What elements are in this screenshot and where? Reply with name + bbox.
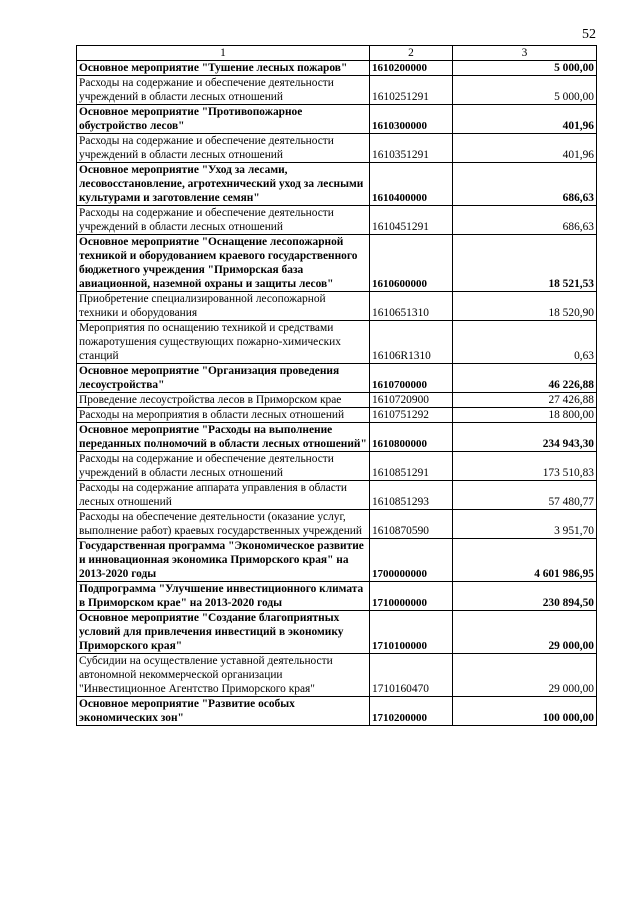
row-name: Расходы на обеспечение деятельности (оказание услуг, выполнение работ) краевых государственных учреждений [77,510,370,539]
table-row [77,539,597,582]
row-code: 1610251291 [370,76,453,105]
row-code: 16106R1310 [370,321,453,364]
row-name: Основное мероприятие "Оснащение лесопожарной техникой и оборудованием краевого государственного бюджетного учреждения "Приморская база авиационной, наземной охраны и защиты лесов" [77,235,370,292]
row-amount: 18 521,53 [453,235,597,292]
row-name: Основное мероприятие "Создание благоприятных условий для привлечения инвестиций в экономику Приморского края" [77,611,370,654]
row-name: Подпрограмма "Улучшение инвестиционного климата в Приморском крае" на 2013-2020 годы [77,582,370,611]
table-row [77,510,597,539]
row-amount: 401,96 [453,105,597,134]
row-amount: 0,63 [453,321,597,364]
row-amount: 18 520,90 [453,292,597,321]
header-col-3: 3 [453,46,597,61]
table-row [77,697,597,726]
table-row [77,654,597,697]
row-amount: 29 000,00 [453,611,597,654]
header-col-2: 2 [370,46,453,61]
row-name: Проведение лесоустройства лесов в Приморском крае [77,393,370,408]
table-row [77,408,597,423]
row-amount: 18 800,00 [453,408,597,423]
row-code: 1610800000 [370,423,453,452]
row-name: Расходы на содержание и обеспечение деятельности учреждений в области лесных отношений [77,206,370,235]
row-code: 1700000000 [370,539,453,582]
row-code: 1710200000 [370,697,453,726]
row-name: Основное мероприятие "Тушение лесных пожаров" [77,61,370,76]
row-amount: 29 000,00 [453,654,597,697]
row-code: 1710000000 [370,582,453,611]
row-name: Расходы на содержание и обеспечение деятельности учреждений в области лесных отношений [77,134,370,163]
row-code: 1610300000 [370,105,453,134]
row-code: 1610851291 [370,452,453,481]
row-code: 1610870590 [370,510,453,539]
row-code: 1610351291 [370,134,453,163]
table-row [77,76,597,105]
row-amount: 46 226,88 [453,364,597,393]
row-amount: 401,96 [453,134,597,163]
row-name: Основное мероприятие "Развитие особых экономических зон" [77,697,370,726]
row-name: Основное мероприятие "Расходы на выполнение переданных полномочий в области лесных отношений" [77,423,370,452]
row-amount: 4 601 986,95 [453,539,597,582]
table-row [77,611,597,654]
table-row [77,364,597,393]
row-code: 1710100000 [370,611,453,654]
row-amount: 686,63 [453,206,597,235]
budget-table [76,45,597,726]
row-amount: 173 510,83 [453,452,597,481]
row-code: 1610200000 [370,61,453,76]
table-row [77,481,597,510]
row-amount: 230 894,50 [453,582,597,611]
table-row [77,163,597,206]
row-code: 1610651310 [370,292,453,321]
row-code: 1610600000 [370,235,453,292]
page-number: 52 [582,27,596,42]
row-name: Государственная программа "Экономическое развитие и инновационная экономика Приморского края" на 2013-2020 годы [77,539,370,582]
row-name: Приобретение специализированной лесопожарной техники и оборудования [77,292,370,321]
row-code: 1610720900 [370,393,453,408]
table-row [77,452,597,481]
table-row [77,105,597,134]
row-amount: 27 426,88 [453,393,597,408]
table-row [77,582,597,611]
row-code: 1710160470 [370,654,453,697]
row-amount: 57 480,77 [453,481,597,510]
row-amount: 234 943,30 [453,423,597,452]
table-row [77,206,597,235]
row-code: 1610851293 [370,481,453,510]
row-code: 1610400000 [370,163,453,206]
table-header-row [77,46,597,61]
row-name: Основное мероприятие "Организация проведения лесоустройства" [77,364,370,393]
table-row [77,393,597,408]
row-name: Расходы на мероприятия в области лесных отношений [77,408,370,423]
table-row [77,321,597,364]
row-amount: 5 000,00 [453,61,597,76]
row-name: Расходы на содержание аппарата управления в области лесных отношений [77,481,370,510]
row-code: 1610700000 [370,364,453,393]
row-name: Основное мероприятие "Уход за лесами, лесовосстановление, агротехнический уход за лесными культурами и заготовление семян" [77,163,370,206]
header-col-1: 1 [77,46,370,61]
row-code: 1610751292 [370,408,453,423]
row-name: Расходы на содержание и обеспечение деятельности учреждений в области лесных отношений [77,76,370,105]
row-amount: 5 000,00 [453,76,597,105]
table-row [77,235,597,292]
row-name: Субсидии на осуществление уставной деятельности автономной некоммерческой организации "Инвестиционное Агентство Приморского края" [77,654,370,697]
table-row [77,61,597,76]
row-name: Расходы на содержание и обеспечение деятельности учреждений в области лесных отношений [77,452,370,481]
row-amount: 3 951,70 [453,510,597,539]
table-row [77,423,597,452]
row-amount: 686,63 [453,163,597,206]
row-name: Мероприятия по оснащению техникой и средствами пожаротушения существующих пожарно-химических станций [77,321,370,364]
table-row [77,134,597,163]
row-name: Основное мероприятие "Противопожарное обустройство лесов" [77,105,370,134]
row-amount: 100 000,00 [453,697,597,726]
row-code: 1610451291 [370,206,453,235]
table-row [77,292,597,321]
